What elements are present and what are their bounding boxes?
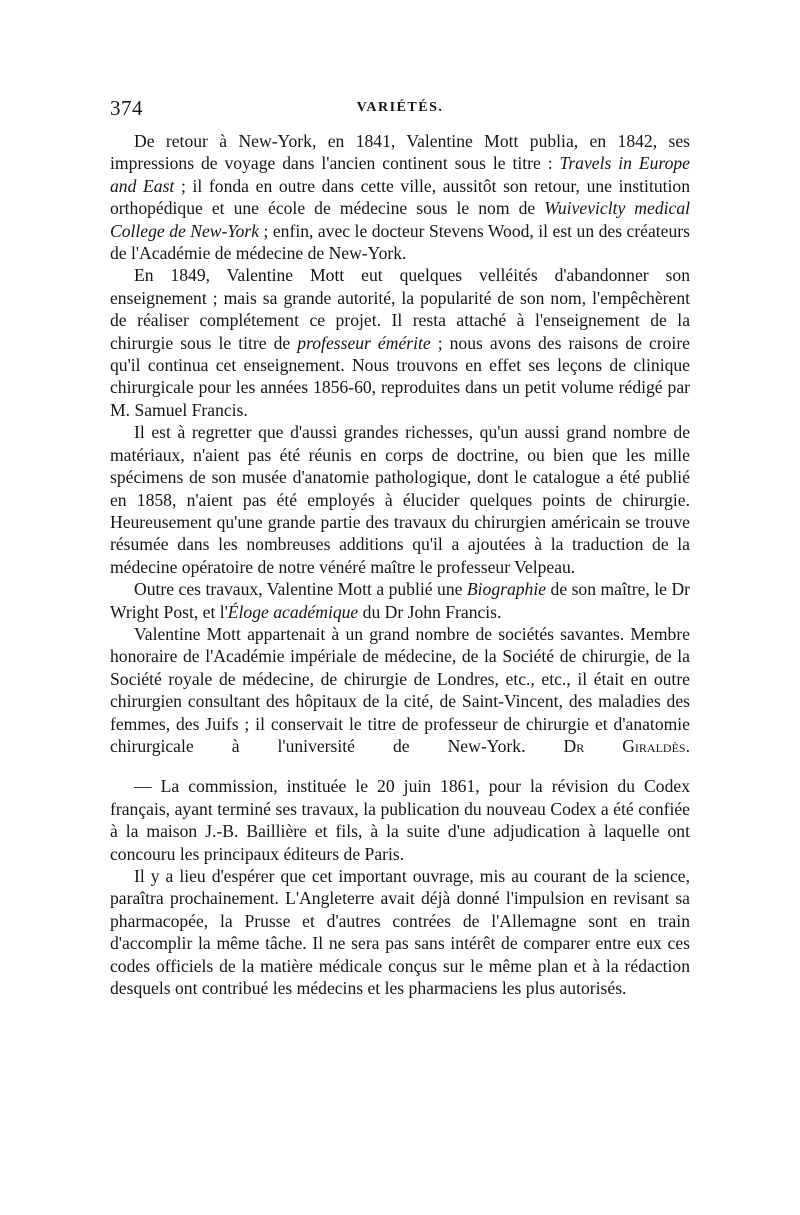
author-signature: Dr Giraldès. (563, 735, 690, 756)
title-professeur-emerite: professeur émérite (297, 332, 431, 353)
paragraph-codex-commission: — La commission, instituée le 20 juin 1861, pour la révision du Codex français, ayant terminé ses travaux, la publication du nouveau Codex a été confiée à la maison J.-B. Baillière et fils, à la suite d'une adjudication à laquelle ont concouru les principaux éditeurs de Paris. (110, 776, 690, 864)
paragraph-societes: Valentine Mott appartenait à un grand nombre de sociétés savantes. Membre honoraire de l'Académie impériale de médecine, de la Société de chirurgie, de la Société royale de médecine, de chirurgie de Londres, etc., etc., il était en outre chirurgien consultant des hôpitaux de la cité, de Saint-Vincent, des maladies des femmes, des Juifs ; il conservait le titre de professeur de chirurgie et d'anatomie chirurgicale à l'université de New-York. Dr Giraldès. (110, 623, 690, 756)
title-biographie: Biographie (466, 579, 547, 600)
paragraph-regret: Il est à regretter que d'aussi grandes richesses, qu'un aussi grand nombre de matériaux, n'aient pas été réunis en corps de doctrine, ou bien que les mille spécimens de son musée d'anatomie pathologique, dont le catalogue a été publié en 1858, n'aient pas été employés à élucider quelques points de chirurgie. Heureusement qu'une grande partie des travaux du chirurgien américain se trouve résumée dans les nombreuses additions qu'il a ajoutées à la traduction de la médecine opératoire de notre vénéré maître le professeur Velpeau. (110, 422, 690, 577)
paragraph-return-new-york: De retour à New-York, en 1841, Valentine Mott publia, en 1842, ses impressions de voyage dans l'ancien continent sous le titre : Travels in Europe and East ; il fonda en outre dans cette ville, aussitôt son retour, une institution orthopédique et une école de médecine sous le nom de Wuiveviclty medical College de New-York ; enfin, avec le docteur Stevens Wood, il est un des créateurs de l'Académie de médecine de New-York. (110, 131, 691, 264)
section-gap (110, 757, 690, 775)
paragraph-biographie: Outre ces travaux, Valentine Mott a publié une Biographie de son maître, le Dr Wright Post, et l'Éloge académique du Dr John Francis. (110, 579, 691, 622)
page-header (110, 96, 690, 122)
paragraph-1849: En 1849, Valentine Mott eut quelques velléités d'abandonner son enseignement ; mais sa grande autorité, la popularité de son nom, l'empêchèrent de réaliser complétement ce projet. Il resta attaché à l'enseignement de la chirurgie sous le titre de professeur émérite ; nous avons des raisons de croire qu'il continua cet enseignement. Nous trouvons en effet ses leçons de clinique chirurgicale pour les années 1856-60, reproduites dans un petit volume rédigé par M. Samuel Francis. (110, 265, 690, 420)
title-eloge: Éloge académique (227, 601, 359, 622)
book-page (110, 96, 690, 999)
paragraph-codex-hope: Il y a lieu d'espérer que cet important ouvrage, mis au courant de la science, paraîtra prochainement. L'Angleterre avait déjà donné l'impulsion en revisant sa pharmacopée, la Prusse et d'autres contrées de l'Allemagne sont en train d'accomplir la même tâche. Il ne sera pas sans intérêt de comparer entre eux ces codes officiels de la matière médicale conçus sur le même plan et à la rédaction desquels ont contribué les médecins et les pharmaciens les plus autorisés. (110, 866, 690, 999)
title-college: Wuiveviclty medical College de New-York (110, 198, 691, 241)
title-travels: Travels in Europe and East (110, 153, 690, 196)
running-head: VARIÉTÉS. (356, 100, 444, 115)
page-number: 374 (110, 96, 143, 120)
